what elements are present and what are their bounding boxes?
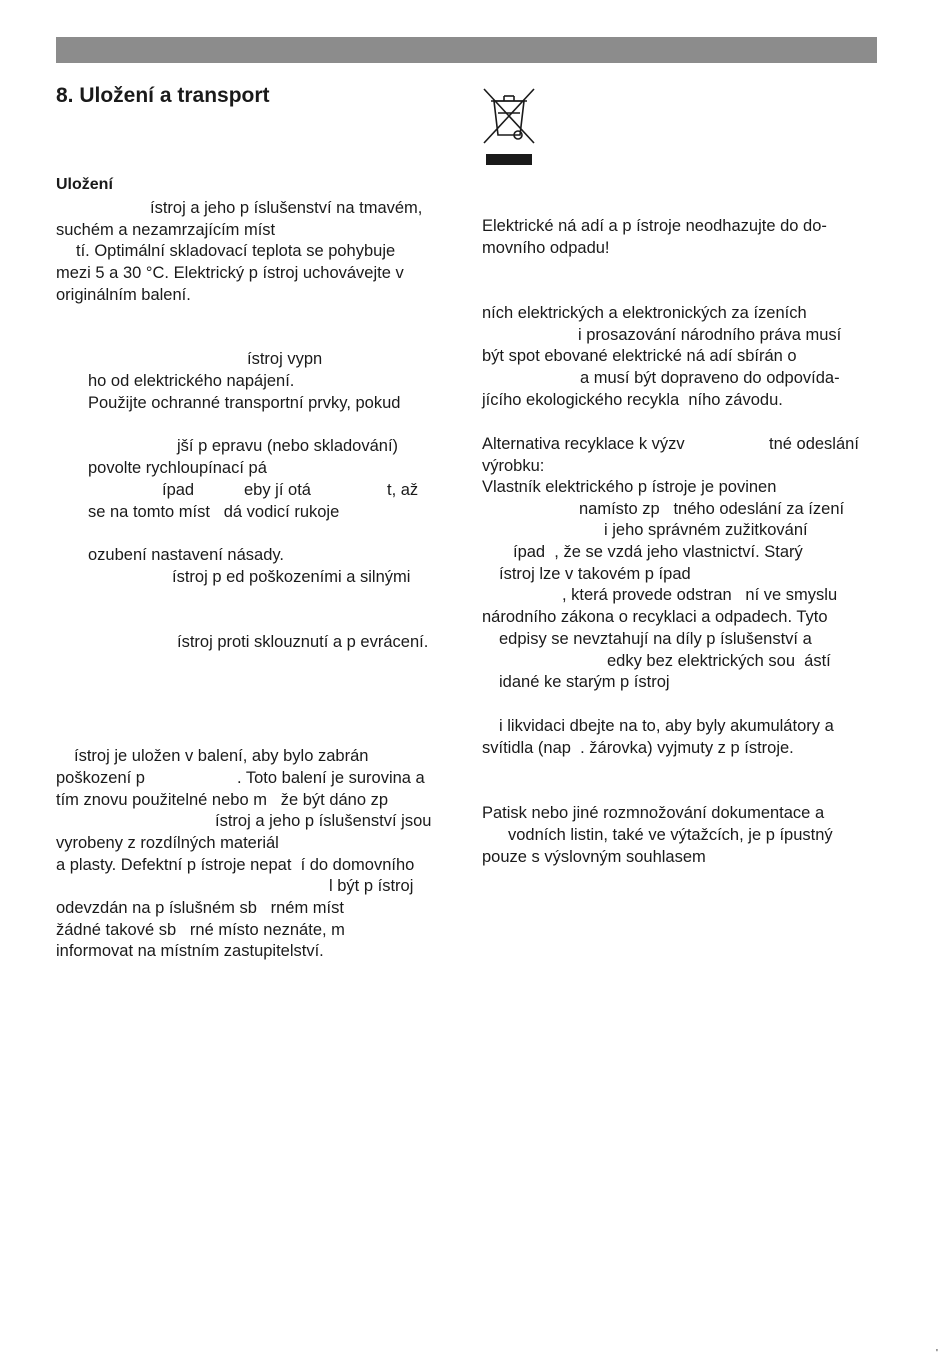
section-title: 8. Uložení a transport: [56, 84, 270, 107]
left-text-line: se na tomto míst dá vodicí rukoje: [88, 503, 340, 521]
left-text-line: ístroj a jeho p íslušenství na tmavém,: [150, 199, 423, 217]
left-text-line: . Toto balení je surovina a: [237, 769, 425, 787]
left-text-line: ístroj p ed poškozeními a silnými: [172, 568, 411, 586]
right-text-line: být spot ebované elektrické ná adí sbírán o: [482, 347, 797, 365]
left-text-line: odevzdán na p íslušném sb rném míst: [56, 899, 344, 917]
storage-heading: Uložení: [56, 176, 113, 193]
left-text-line: tím znovu použitelné nebo m že být dáno zp: [56, 791, 389, 809]
left-text-line: informovat na místním zastupitelství.: [56, 942, 324, 960]
right-text-line: movního odpadu!: [482, 239, 610, 257]
left-text-line: poškození p: [56, 769, 145, 787]
left-text-line: jší p epravu (nebo skladování): [177, 437, 399, 455]
right-text-line: a musí být dopraveno do odpovída-: [580, 369, 840, 387]
left-text-line: t, až: [387, 481, 419, 499]
left-text-line: ístroj proti sklouznutí a p evrácení.: [177, 633, 429, 651]
right-text-line: Alternativa recyklace k výzv: [482, 435, 685, 453]
right-text-line: namísto zp tného odeslání za ízení: [579, 500, 845, 518]
left-text-line: l být p ístroj: [329, 877, 414, 895]
right-text-line: národního zákona o recyklaci a odpadech. Tyto: [482, 608, 828, 626]
left-text-line: žádné takové sb rné místo neznáte, m: [56, 921, 345, 939]
left-text-line: a plasty. Defektní p ístroje nepat í do domovního: [56, 856, 415, 874]
page-corner-mark: ': [936, 1348, 938, 1359]
right-text-line: ípad , že se vzdá jeho vlastnictví. Starý: [513, 543, 803, 561]
left-text-line: vyrobeny z rozdílných materiál: [56, 834, 279, 852]
right-text-line: i prosazování národního práva musí: [578, 326, 842, 344]
left-text-line: mezi 5 a 30 °C. Elektrický p ístroj uchovávejte v: [56, 264, 404, 282]
right-text-line: pouze s výslovným souhlasem: [482, 848, 706, 866]
left-text-line: Použijte ochranné transportní prvky, pokud: [88, 394, 401, 412]
right-text-line: edpisy se nevztahují na díly p íslušenství a: [499, 630, 812, 648]
left-text-line: povolte rychloupínací pá: [88, 459, 267, 477]
right-text-line: svítidla (nap . žárovka) vyjmuty z p ístroje.: [482, 739, 794, 757]
crossed-out-wheelie-bin-icon: [482, 87, 536, 169]
right-text-line: i jeho správném zužitkování: [604, 521, 808, 539]
right-text-line: výrobku:: [482, 457, 545, 475]
left-text-line: suchém a nezamrzajícím míst: [56, 221, 276, 239]
right-text-line: jícího ekologického recykla ního závodu.: [482, 391, 783, 409]
right-text-line: Elektrické ná adí a p ístroje neodhazujte do do-: [482, 217, 827, 235]
right-text-line: , která provede odstran ní ve smyslu: [562, 586, 838, 604]
right-text-line: idané ke starým p ístroj: [499, 673, 670, 691]
left-text-line: ho od elektrického napájení.: [88, 372, 295, 390]
right-text-line: ístroj lze v takovém p ípad: [499, 565, 691, 583]
right-text-line: vodních listin, také ve výtažcích, je p ípustný: [508, 826, 833, 844]
right-text-line: Vlastník elektrického p ístroje je povinen: [482, 478, 777, 496]
left-text-line: ístroj vypn: [247, 350, 323, 368]
left-text-line: eby jí otá: [244, 481, 311, 499]
header-bar: [56, 37, 877, 63]
left-text-line: ozubení nastavení násady.: [88, 546, 285, 564]
right-text-line: Patisk nebo jiné rozmnožování dokumentace a: [482, 804, 825, 822]
right-text-line: tné odeslání: [769, 435, 859, 453]
right-text-line: ních elektrických a elektronických za ízeních: [482, 304, 807, 322]
left-text-line: ípad: [162, 481, 195, 499]
right-text-line: i likvidaci dbejte na to, aby byly akumulátory a: [499, 717, 834, 735]
left-text-line: originálním balení.: [56, 286, 191, 304]
right-text-line: edky bez elektrických sou ástí: [607, 652, 831, 670]
left-text-line: ístroj je uložen v balení, aby bylo zabrán: [74, 747, 369, 765]
left-text-line: tí. Optimální skladovací teplota se pohybuje: [76, 242, 396, 260]
left-text-line: ístroj a jeho p íslušenství jsou: [215, 812, 432, 830]
